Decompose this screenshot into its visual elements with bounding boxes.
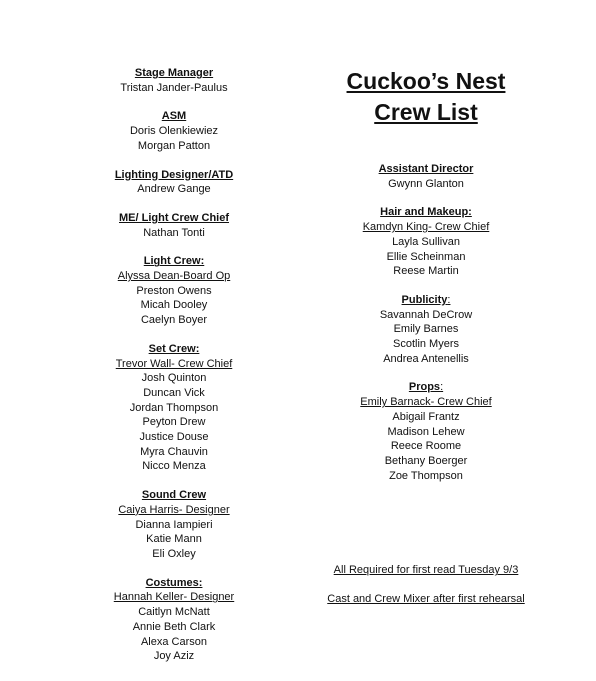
crew-member: Katie Mann xyxy=(146,533,202,546)
crew-member: Emily Barnes xyxy=(393,323,459,336)
crew-lead: Kamdyn King- Crew Chief xyxy=(362,221,490,234)
section-heading: Light Crew: xyxy=(143,255,205,268)
crew-member: Abigail Frantz xyxy=(392,410,460,423)
left-column xyxy=(74,66,274,678)
crew-member: Gwynn Glanton xyxy=(388,177,464,190)
section-light-crew xyxy=(74,254,274,328)
crew-member: Andrea Antenellis xyxy=(383,352,469,365)
crew-member: Zoe Thompson xyxy=(389,469,463,482)
note-first-read: All Required for first read Tuesday 9/3 xyxy=(333,564,519,577)
crew-member: Jordan Thompson xyxy=(129,401,219,414)
crew-member: Ellie Scheinman xyxy=(386,250,466,263)
section-assistant-director xyxy=(326,162,526,191)
section-costumes xyxy=(74,576,274,664)
section-heading: Costumes: xyxy=(145,576,203,589)
section-stage-manager xyxy=(74,66,274,95)
section-heading xyxy=(326,293,526,308)
notes xyxy=(326,563,526,606)
section-lighting-designer xyxy=(74,168,274,197)
crew-member: Caelyn Boyer xyxy=(140,314,208,327)
section-heading: Hair and Makeup: xyxy=(380,206,472,219)
section-heading: Stage Manager xyxy=(134,67,214,79)
crew-member: Tristan Jander-Paulus xyxy=(120,81,228,94)
crew-member: Reese Martin xyxy=(393,265,459,278)
section-set-crew xyxy=(74,342,274,474)
crew-member: Bethany Boerger xyxy=(384,454,468,467)
crew-member: Eli Oxley xyxy=(152,547,196,560)
crew-member: Andrew Gange xyxy=(137,183,211,196)
crew-member: Preston Owens xyxy=(136,284,212,297)
crew-member: Myra Chauvin xyxy=(140,445,208,458)
crew-member: Josh Quinton xyxy=(141,372,207,385)
heading-text: Props xyxy=(408,381,441,394)
note-mixer: Cast and Crew Mixer after first rehearsal xyxy=(327,593,525,606)
section-props xyxy=(326,380,526,483)
section-me-light-crew-chief xyxy=(74,211,274,240)
crew-member: Nathan Tonti xyxy=(143,226,205,239)
crew-member: Micah Dooley xyxy=(140,299,208,312)
crew-member: Dianna Iampieri xyxy=(135,518,213,531)
section-heading: Lighting Designer/ATD xyxy=(114,168,234,181)
section-asm xyxy=(74,109,274,153)
section-heading: Assistant Director xyxy=(378,163,474,175)
heading-colon: : xyxy=(447,293,451,306)
right-column xyxy=(326,66,526,607)
crew-lead: Alyssa Dean-Board Op xyxy=(117,270,231,283)
crew-member: Scotlin Myers xyxy=(392,338,460,351)
section-hair-makeup xyxy=(326,205,526,279)
heading-colon: : xyxy=(440,381,444,394)
page-title xyxy=(326,66,526,128)
crew-member: Layla Sullivan xyxy=(392,235,460,248)
crew-member: Caitlyn McNatt xyxy=(138,606,210,619)
crew-member: Justice Douse xyxy=(139,431,209,444)
crew-member: Nicco Menza xyxy=(142,460,206,473)
crew-lead: Caiya Harris- Designer xyxy=(118,503,230,516)
crew-lead: Emily Barnack- Crew Chief xyxy=(360,396,492,409)
crew-member: Reece Roome xyxy=(390,440,462,453)
section-heading xyxy=(326,380,526,395)
crew-member: Morgan Patton xyxy=(137,139,211,152)
section-heading: Sound Crew xyxy=(141,489,207,502)
crew-member: Doris Olenkiewiez xyxy=(129,125,219,138)
section-heading: ASM xyxy=(161,110,187,123)
crew-member: Duncan Vick xyxy=(143,386,205,399)
section-publicity xyxy=(326,293,526,367)
title-line-1: Cuckoo’s Nest xyxy=(346,68,506,94)
crew-member: Alexa Carson xyxy=(140,635,208,648)
crew-member: Madison Lehew xyxy=(387,425,465,438)
crew-lead: Hannah Keller- Designer xyxy=(113,591,235,604)
crew-member: Joy Aziz xyxy=(153,650,195,663)
section-heading: Set Crew: xyxy=(148,342,200,355)
section-sound-crew xyxy=(74,488,274,562)
crew-member: Annie Beth Clark xyxy=(132,620,216,633)
title-line-2: Crew List xyxy=(374,99,478,125)
crew-member: Savannah DeCrow xyxy=(379,308,473,321)
crew-lead: Trevor Wall- Crew Chief xyxy=(115,357,233,370)
heading-text: Publicity xyxy=(401,293,448,306)
crew-member: Peyton Drew xyxy=(142,416,206,429)
section-heading: ME/ Light Crew Chief xyxy=(119,211,229,224)
